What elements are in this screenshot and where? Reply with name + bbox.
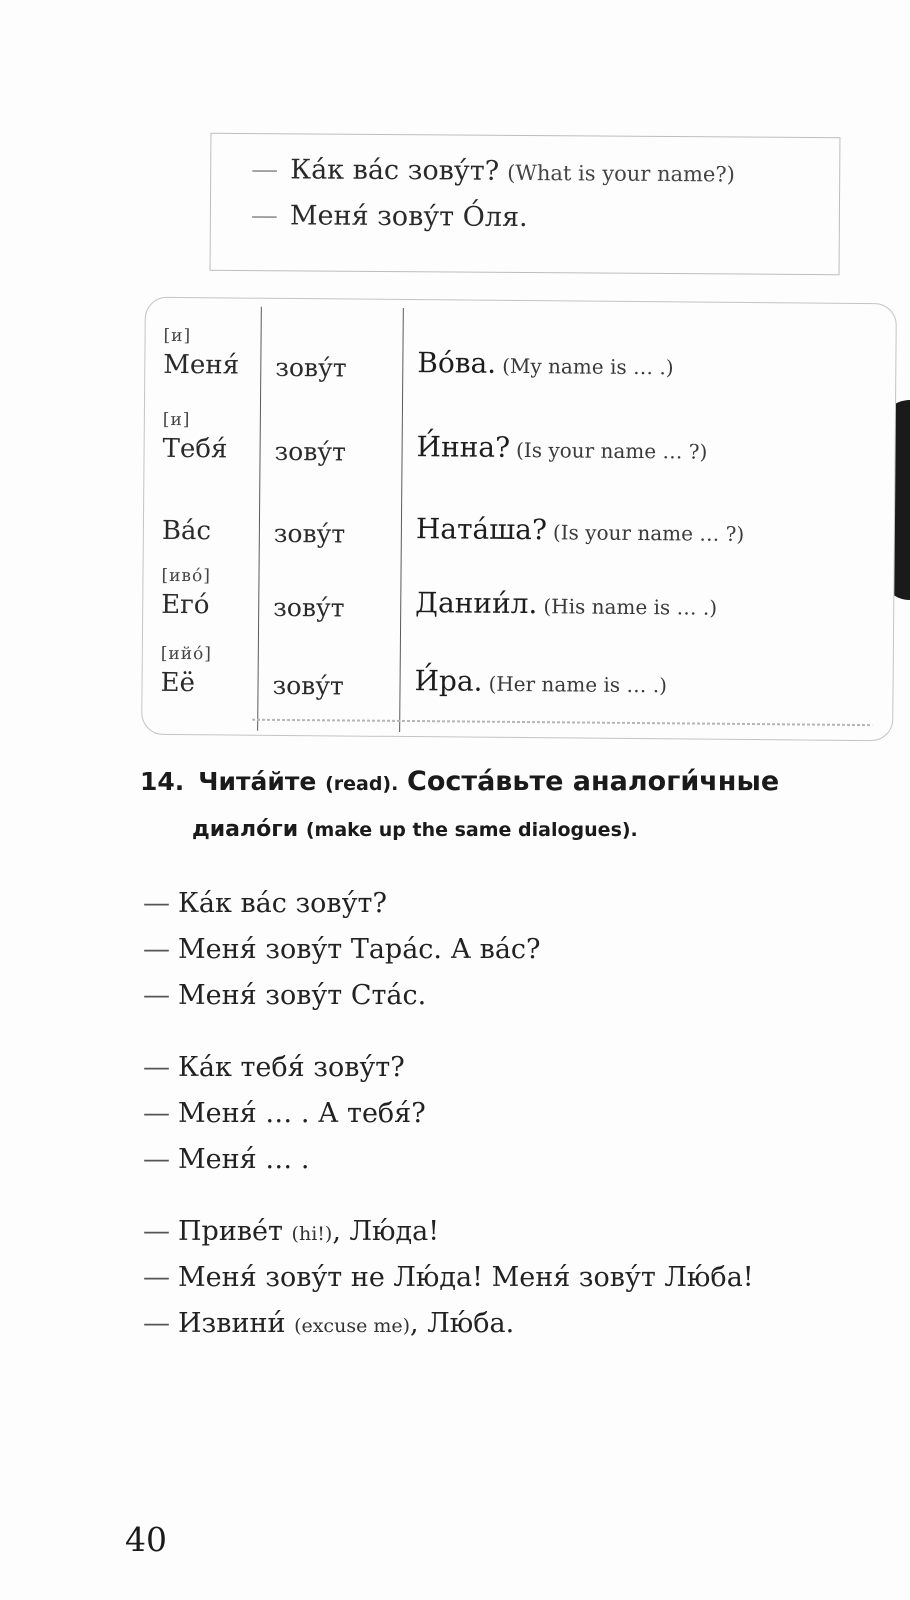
example-box	[210, 133, 841, 275]
translation: (My name is … .)	[502, 353, 674, 380]
table-row	[145, 326, 896, 413]
name: Дании́л.	[415, 586, 538, 621]
verb-cell: зову́т	[273, 592, 345, 623]
dialogue-text: Ка́к ва́с зову́т?	[178, 888, 387, 919]
pronoun-table	[141, 297, 897, 742]
dialogue-text: Меня́ зову́т Ста́с.	[178, 980, 427, 1011]
dialogue-text: Меня́ зову́т Тара́с. А ва́с?	[178, 934, 541, 965]
dialogue-text-rest: , Лю́ба.	[410, 1308, 515, 1339]
dash: —	[251, 154, 279, 186]
dash: —	[143, 980, 170, 1011]
transliteration: [и]	[162, 409, 191, 431]
dash: —	[143, 1098, 170, 1129]
dialogue-line	[143, 1052, 863, 1098]
exercise-number: 14.	[140, 767, 185, 796]
pronoun-cell	[162, 410, 262, 465]
exercise-heading-line-1	[140, 766, 860, 797]
dialogue-text: Извини́	[178, 1308, 286, 1339]
name-cell	[417, 346, 674, 381]
pronoun-cell	[161, 566, 261, 621]
dash: —	[143, 1308, 170, 1339]
exercise-heading	[140, 766, 860, 842]
pronoun: Меня́	[163, 349, 240, 381]
dialogue-text: Приве́т	[178, 1216, 283, 1247]
pronoun-cell	[160, 644, 260, 699]
translation: (Her name is … .)	[488, 671, 668, 698]
pronoun: Его́	[161, 589, 210, 621]
dialogue-line	[143, 1262, 863, 1308]
transliteration: [и]	[163, 325, 192, 347]
dialogue-text: Меня́ … . А тебя́?	[178, 1098, 426, 1129]
translation: (Is your name … ?)	[552, 520, 745, 546]
example-line-2	[251, 200, 528, 233]
dialogue-line	[143, 980, 863, 1026]
example-line-1	[251, 154, 735, 188]
table-row	[144, 492, 895, 579]
table-row	[142, 644, 893, 731]
dialogue-line	[143, 888, 863, 934]
dialogue-text-rest: , Лю́да!	[332, 1216, 440, 1247]
name-cell	[414, 664, 667, 699]
pronoun: Тебя́	[162, 433, 228, 465]
dialogue-1	[143, 888, 863, 1026]
example-text-1: Ка́к ва́с зову́т?	[290, 154, 500, 187]
dash: —	[143, 1052, 170, 1083]
pronoun-cell	[163, 326, 263, 381]
dash: —	[143, 1262, 170, 1293]
dialogue-line	[143, 1098, 863, 1144]
dash: —	[143, 934, 170, 965]
example-gloss-1: (What is your name?)	[507, 160, 735, 187]
exercise-instruction-compose: Соста́вьте аналоги́чные	[407, 766, 780, 797]
dash: —	[250, 200, 279, 232]
dialogue-2	[143, 1052, 863, 1190]
name-cell	[416, 430, 707, 466]
exercise-gloss-read: (read).	[325, 773, 399, 795]
table-row	[143, 566, 894, 653]
dialogue-line	[143, 1308, 863, 1354]
exercise-instruction-dialogues: диало́ги	[192, 817, 299, 842]
transliteration: [иво́]	[161, 565, 211, 587]
pronoun: Её	[160, 667, 196, 699]
exercise-instruction-read: Чита́йте	[198, 767, 317, 796]
name: Во́ва.	[417, 346, 497, 380]
transliteration	[162, 492, 262, 517]
dialogue-line	[143, 1216, 863, 1262]
dialogue-text: Меня́ зову́т не Лю́да! Меня́ зову́т Лю́ба!	[178, 1262, 754, 1293]
verb-cell: зову́т	[275, 352, 347, 383]
dialogue-gloss: (excuse me)	[294, 1315, 411, 1337]
translation: (Is your name … ?)	[515, 437, 708, 464]
transliteration: [ийо́]	[160, 643, 213, 665]
verb-cell: зову́т	[272, 670, 344, 701]
dialogue-line	[143, 934, 863, 980]
name-cell	[415, 586, 717, 622]
exercise-gloss-dialogues: (make up the same dialogues).	[305, 819, 638, 841]
name: И́нна?	[416, 430, 511, 464]
verb-cell: зову́т	[274, 436, 347, 467]
verb-cell: зову́т	[273, 518, 346, 549]
name: Ната́ша?	[415, 512, 548, 547]
exercise-heading-line-2	[192, 817, 860, 842]
dialogue-3	[143, 1216, 863, 1354]
page-number: 40	[125, 1520, 167, 1559]
table-row	[144, 410, 895, 497]
pronoun: Ва́с	[161, 515, 212, 547]
dialogue-text: Ка́к тебя́ зову́т?	[178, 1052, 405, 1083]
dialogues	[143, 888, 863, 1380]
dash: —	[143, 888, 170, 919]
dialogue-text: Меня́ … .	[178, 1144, 310, 1175]
dash: —	[143, 1216, 170, 1247]
dialogue-line	[143, 1144, 863, 1190]
pronoun-cell	[162, 492, 262, 547]
name: И́ра.	[414, 664, 483, 698]
example-text-2: Меня́ зову́т О́ля.	[289, 200, 528, 234]
dash: —	[143, 1144, 170, 1175]
dialogue-gloss: (hi!)	[291, 1223, 333, 1245]
translation: (His name is … .)	[543, 594, 718, 620]
name-cell	[416, 512, 745, 548]
